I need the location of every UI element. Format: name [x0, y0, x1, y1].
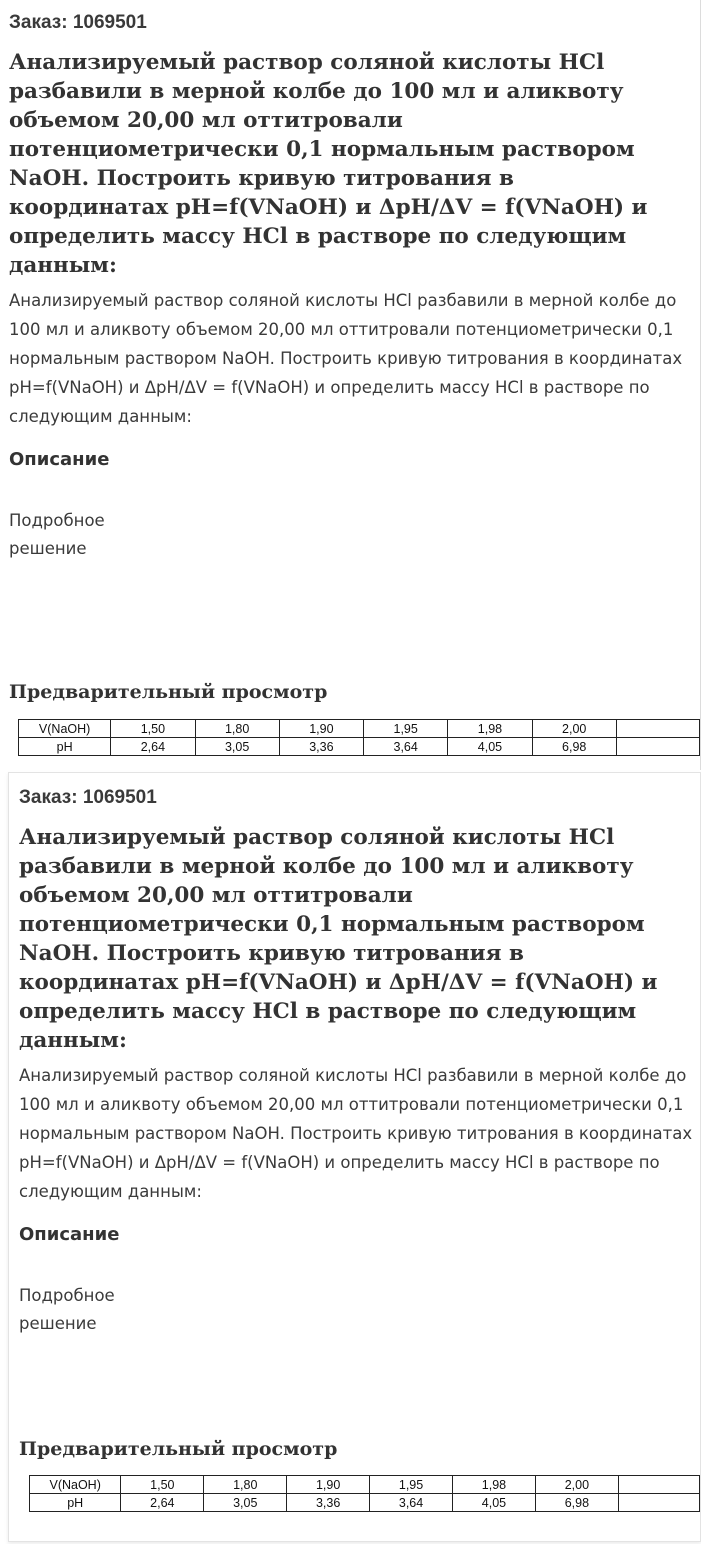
table-row [30, 1476, 700, 1494]
table-cell: 3,36 [279, 738, 363, 756]
table-cell [618, 1494, 699, 1512]
table-cell: 1,90 [279, 720, 363, 738]
task-description: Анализируемый раствор соляной кислоты HCl разбавили в мерной колбе до 100 мл и аликвоту объемом 20,00 мл оттитровали потенциометрически 0,1 нормальным раствором NaOH. Построить кривую титрования в координатах pH=f(VNaOH) и ΔpH/ΔV = f(VNaOH) и определить массу HCl в растворе по следующим данным: [9, 291, 683, 426]
task-title: Анализируемый раствор соляной кислоты HCl разбавили в мерной колбе до 100 мл и аликвоту объемом 20,00 мл оттитровали потенциометрически 0,1 нормальным раствором NaOH. Построить кривую титрования в координатах pH=f(VNaOH) и ΔpH/ΔV = f(VNaOH) и определить массу HCl в растворе по следующим данным: [9, 50, 648, 278]
table-cell: 3,64 [370, 1494, 453, 1512]
table-cell: 3,05 [195, 738, 279, 756]
table-cell: V(NaOH) [30, 1476, 121, 1494]
table-row [19, 738, 700, 756]
order-number: Заказ: 1069501 [9, 12, 147, 33]
table-cell: 4,05 [448, 738, 532, 756]
table-cell [618, 1476, 699, 1494]
preview-panel-1 [0, 0, 701, 770]
task-title: Анализируемый раствор соляной кислоты HCl разбавили в мерной колбе до 100 мл и аликвоту объемом 20,00 мл оттитровали потенциометрически 0,1 нормальным раствором NaOH. Построить кривую титрования в координатах pH=f(VNaOH) и ΔpH/ΔV = f(VNaOH) и определить массу HCl в растворе по следующим данным: [19, 825, 658, 1053]
table-row [30, 1494, 700, 1512]
table-cell: 1,50 [111, 720, 195, 738]
table-cell: 3,05 [204, 1494, 287, 1512]
data-table [29, 1475, 700, 1512]
solution-text: Подробное решение [9, 511, 105, 558]
data-table [18, 719, 700, 756]
table-cell: 1,95 [364, 720, 448, 738]
table-cell: 1,80 [195, 720, 279, 738]
table-cell: 1,98 [453, 1476, 536, 1494]
table-cell [616, 738, 699, 756]
table-cell: 2,00 [535, 1476, 618, 1494]
table-row [19, 720, 700, 738]
preview-heading: Предварительный просмотр [19, 1438, 338, 1460]
table-cell: 3,64 [364, 738, 448, 756]
table-cell: 2,00 [532, 720, 616, 738]
table-cell: 1,95 [370, 1476, 453, 1494]
table-cell: V(NaOH) [19, 720, 111, 738]
table-cell: 1,80 [204, 1476, 287, 1494]
table-cell: 1,50 [121, 1476, 204, 1494]
description-heading: Описание [19, 1224, 120, 1245]
preview-panel-2 [8, 772, 701, 1542]
table-cell: 6,98 [535, 1494, 618, 1512]
table-cell: 2,64 [121, 1494, 204, 1512]
task-description: Анализируемый раствор соляной кислоты HCl разбавили в мерной колбе до 100 мл и аликвоту объемом 20,00 мл оттитровали потенциометрически 0,1 нормальным раствором NaOH. Построить кривую титрования в координатах pH=f(VNaOH) и ΔpH/ΔV = f(VNaOH) и определить массу HCl в растворе по следующим данным: [19, 1066, 693, 1201]
table-cell [616, 720, 699, 738]
table-cell: 1,98 [448, 720, 532, 738]
table-cell: pH [30, 1494, 121, 1512]
table-cell: 2,64 [111, 738, 195, 756]
preview-heading: Предварительный просмотр [9, 681, 328, 703]
table-cell: 1,90 [287, 1476, 370, 1494]
table-cell: 3,36 [287, 1494, 370, 1512]
solution-text: Подробное решение [19, 1286, 115, 1333]
table-cell: 4,05 [453, 1494, 536, 1512]
description-heading: Описание [9, 449, 110, 470]
order-number: Заказ: 1069501 [19, 787, 157, 808]
table-cell: 6,98 [532, 738, 616, 756]
table-cell: pH [19, 738, 111, 756]
